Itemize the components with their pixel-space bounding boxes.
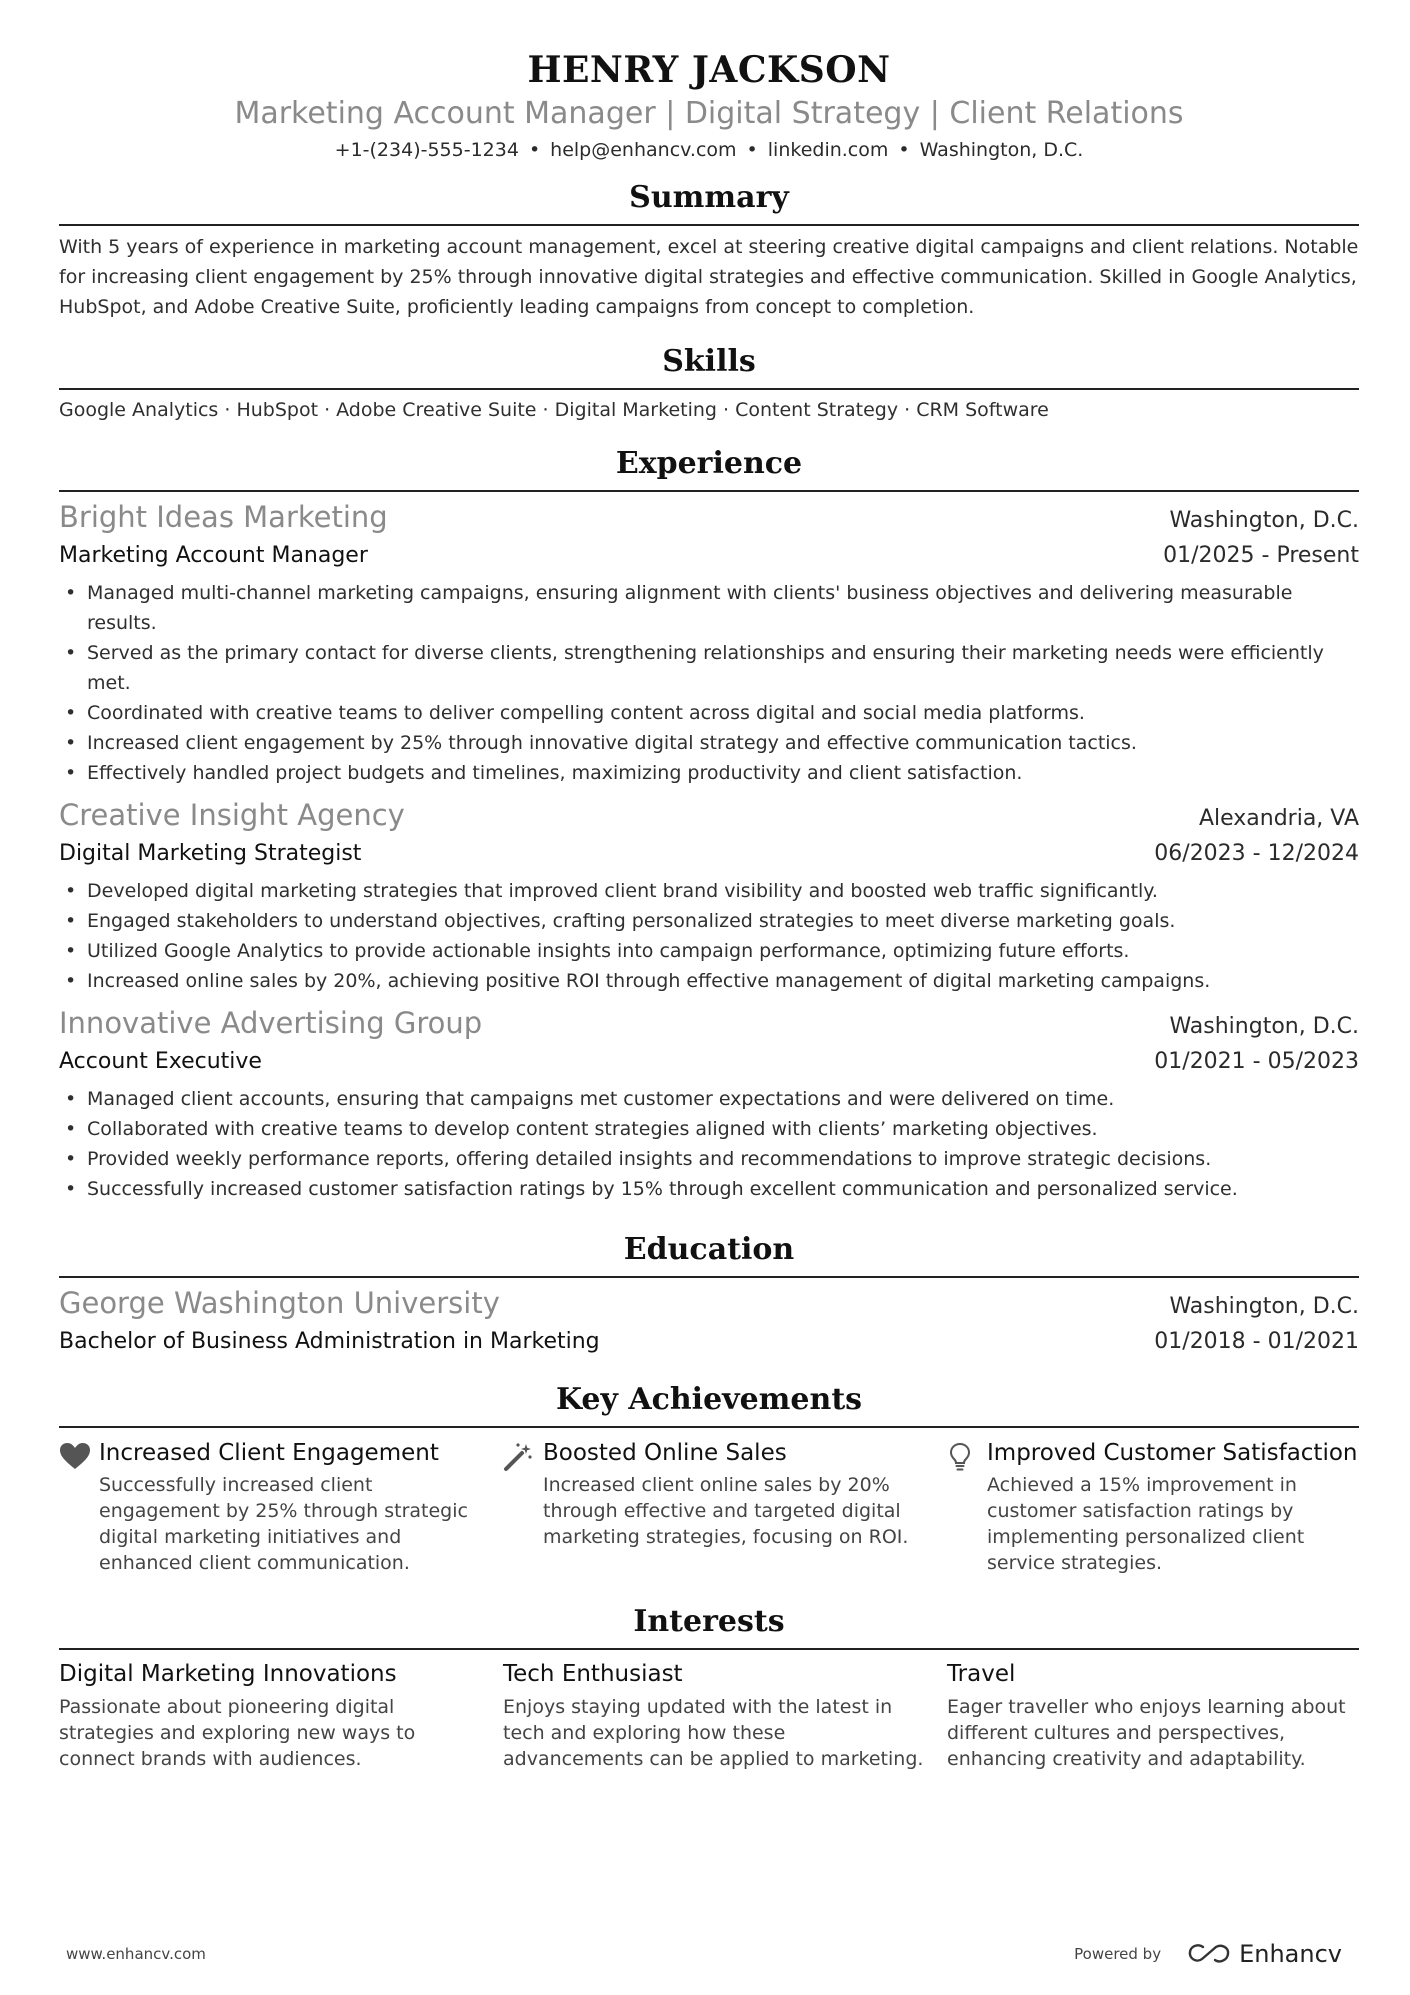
- section-divider: [59, 224, 1359, 226]
- brand-logo[interactable]: [1187, 1940, 1342, 1968]
- education-dates: 01/2018 - 01/2021: [1154, 1329, 1359, 1354]
- achievement-item: [947, 1438, 1359, 1576]
- bullet-item: • Provided weekly performance reports, offering detailed insights and recommendations to improve strategic decisions.: [87, 1144, 1359, 1174]
- bullet-item: • Managed client accounts, ensuring that campaigns met customer expectations and were delivered on time.: [87, 1084, 1359, 1114]
- interest-item: [59, 1658, 503, 1772]
- linkedin-link[interactable]: linkedin.com: [767, 139, 889, 161]
- magic-wand-icon: [503, 1438, 543, 1576]
- interest-item: [947, 1658, 1359, 1772]
- achievements-heading: Key Achievements: [555, 1382, 863, 1417]
- bullet-item: • Collaborated with creative teams to develop content strategies aligned with clients’ marketing objectives.: [87, 1114, 1359, 1144]
- job-location: Washington, D.C.: [1169, 508, 1359, 533]
- heart-icon: [59, 1438, 99, 1576]
- achievement-desc: Successfully increased client engagement by 25% through strategic digital marketing initiatives and enhanced client communication.: [99, 1474, 468, 1574]
- school-name: George Washington University: [59, 1286, 500, 1320]
- achievement-desc: Increased client online sales by 20% through effective and targeted digital marketing strategies, focusing on ROI.: [543, 1474, 909, 1548]
- achievement-item: [59, 1438, 503, 1576]
- contact-line: [59, 136, 1359, 164]
- achievement-title: Improved Customer Satisfaction: [987, 1440, 1358, 1466]
- summary-section: [59, 178, 1359, 322]
- skills-heading: Skills: [662, 344, 756, 379]
- enhancv-logo-icon: [1187, 1943, 1231, 1965]
- bullet-item: • Managed multi-channel marketing campaigns, ensuring alignment with clients' business objectives and delivering measurable results.: [87, 578, 1359, 638]
- achievement-desc: Achieved a 15% improvement in customer satisfaction ratings by implementing personalized client service strategies.: [987, 1474, 1305, 1574]
- job-title: Marketing Account Manager: [59, 543, 368, 568]
- interest-desc: Passionate about pioneering digital strategies and exploring new ways to connect brands with audiences.: [59, 1696, 416, 1770]
- job-dates: 01/2021 - 05/2023: [1154, 1049, 1359, 1074]
- job-bullets: [59, 1084, 1359, 1204]
- school-location: Washington, D.C.: [1169, 1294, 1359, 1319]
- job-entry: [59, 796, 1359, 996]
- bullet-item: • Increased online sales by 20%, achieving positive ROI through effective management of digital marketing campaigns.: [87, 966, 1359, 996]
- powered-by-label: Powered by: [1074, 1945, 1162, 1963]
- bullet-item: • Developed digital marketing strategies that improved client brand visibility and boosted web traffic significantly.: [87, 876, 1359, 906]
- location: Washington, D.C.: [919, 139, 1084, 161]
- interest-item: [503, 1658, 947, 1772]
- achievement-title: Increased Client Engagement: [99, 1440, 439, 1466]
- interests-heading: Interests: [633, 1604, 785, 1639]
- company-name: Bright Ideas Marketing: [59, 500, 388, 534]
- job-bullets: [59, 876, 1359, 996]
- bullet-item: • Utilized Google Analytics to provide actionable insights into campaign performance, optimizing future efforts.: [87, 936, 1359, 966]
- job-entry: [59, 498, 1359, 788]
- phone[interactable]: +1-(234)-555-1234: [334, 139, 519, 161]
- section-divider: [59, 1276, 1359, 1278]
- separator-dot: •: [898, 139, 910, 161]
- skills-list: Google Analytics · HubSpot · Adobe Creative Suite · Digital Marketing · Content Strategy · CRM Software: [59, 399, 1049, 421]
- experience-section: [59, 444, 1359, 1204]
- interest-desc: Eager traveller who enjoys learning about different cultures and perspectives, enhancing creativity and adaptability.: [947, 1696, 1346, 1770]
- job-dates: 06/2023 - 12/2024: [1154, 841, 1359, 866]
- interests-section: [59, 1602, 1359, 1772]
- section-divider: [59, 1648, 1359, 1650]
- company-name: Innovative Advertising Group: [59, 1006, 483, 1040]
- resume-page: [59, 0, 1359, 1772]
- education-entry: [59, 1284, 1359, 1358]
- section-divider: [59, 490, 1359, 492]
- email[interactable]: help@enhancv.com: [550, 139, 737, 161]
- section-divider: [59, 1426, 1359, 1428]
- lightbulb-icon: [947, 1438, 987, 1576]
- job-title: Digital Marketing Strategist: [59, 841, 362, 866]
- achievement-title: Boosted Online Sales: [543, 1440, 787, 1466]
- section-divider: [59, 388, 1359, 390]
- separator-dot: •: [528, 139, 541, 161]
- candidate-name: HENRY JACKSON: [527, 49, 891, 91]
- bullet-item: • Effectively handled project budgets and timelines, maximizing productivity and client satisfaction.: [87, 758, 1359, 788]
- job-entry: [59, 1004, 1359, 1204]
- bullet-item: • Successfully increased customer satisfaction ratings by 15% through excellent communication and personalized service.: [87, 1174, 1359, 1204]
- job-title: Account Executive: [59, 1049, 262, 1074]
- job-bullets: [59, 578, 1359, 788]
- bullet-item: • Coordinated with creative teams to deliver compelling content across digital and social media platforms.: [87, 698, 1359, 728]
- separator-dot: •: [746, 139, 758, 161]
- bullet-item: • Engaged stakeholders to understand objectives, crafting personalized strategies to meet diverse marketing goals.: [87, 906, 1359, 936]
- company-name: Creative Insight Agency: [59, 798, 405, 832]
- interest-title: Tech Enthusiast: [503, 1661, 683, 1687]
- candidate-tagline: Marketing Account Manager | Digital Strategy | Client Relations: [234, 96, 1184, 131]
- achievements-section: [59, 1380, 1359, 1576]
- skills-section: [59, 342, 1359, 424]
- summary-heading: Summary: [629, 180, 789, 215]
- brand-name: Enhancv: [1239, 1940, 1342, 1968]
- page-footer: [66, 1940, 1342, 1968]
- job-location: Alexandria, VA: [1198, 806, 1359, 831]
- interest-desc: Enjoys staying updated with the latest in tech and exploring how these advancements can be applied to marketing.: [503, 1696, 924, 1770]
- interest-title: Travel: [947, 1661, 1016, 1687]
- interest-title: Digital Marketing Innovations: [59, 1661, 397, 1687]
- bullet-item: • Increased client engagement by 25% through innovative digital strategy and effective communication tactics.: [87, 728, 1359, 758]
- job-location: Washington, D.C.: [1169, 1014, 1359, 1039]
- job-dates: 01/2025 - Present: [1163, 543, 1359, 568]
- education-section: [59, 1230, 1359, 1358]
- degree: Bachelor of Business Administration in Marketing: [59, 1329, 600, 1354]
- bullet-item: • Served as the primary contact for diverse clients, strengthening relationships and ensuring their marketing needs were efficiently met.: [87, 638, 1359, 698]
- summary-text: With 5 years of experience in marketing account management, excel at steering creative digital campaigns and client relations. Notable for increasing client engagement by 25% through innovative digital strategies and effective communication. Skilled in Google Analytics, HubSpot, and Adobe Creative Suite, proficiently leading campaigns from concept to completion.: [59, 236, 1359, 318]
- experience-heading: Experience: [615, 446, 803, 481]
- footer-url[interactable]: www.enhancv.com: [66, 1945, 206, 1963]
- education-heading: Education: [623, 1232, 795, 1267]
- achievement-item: [503, 1438, 947, 1576]
